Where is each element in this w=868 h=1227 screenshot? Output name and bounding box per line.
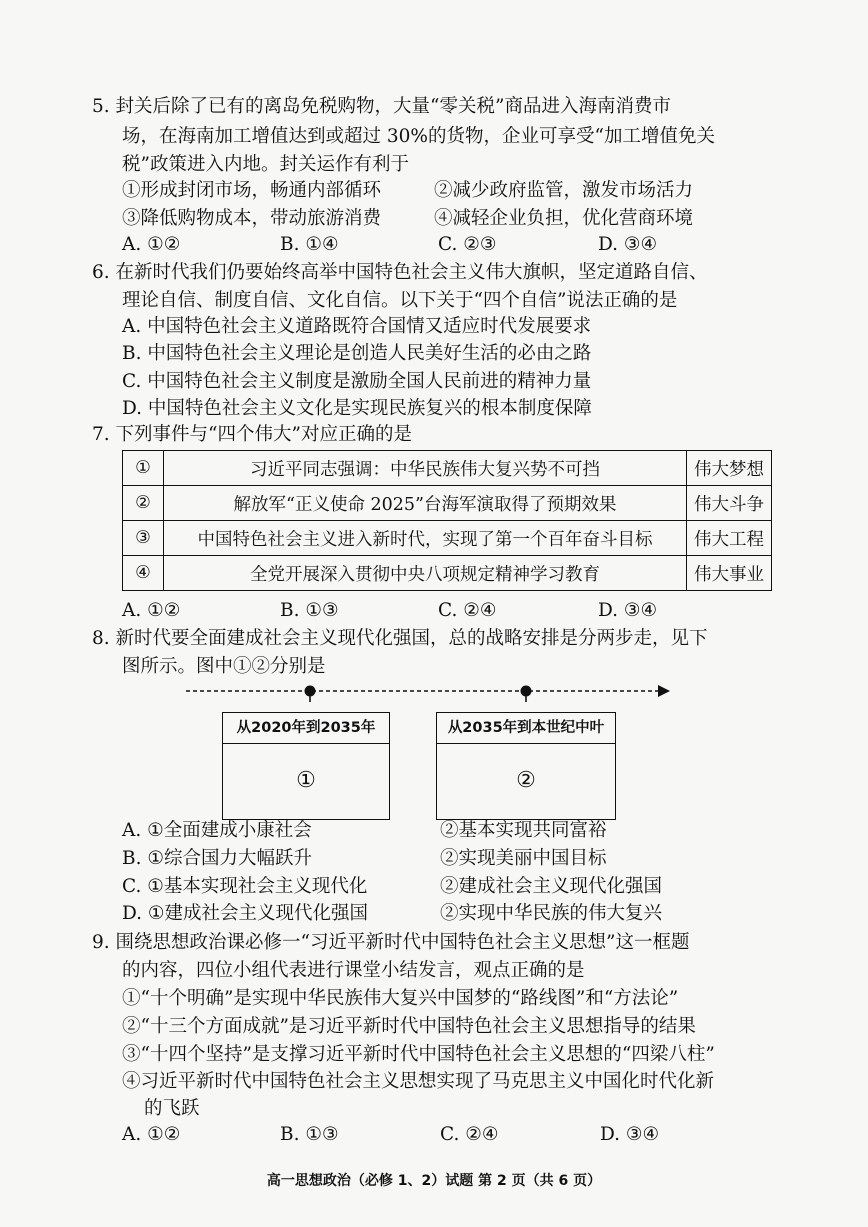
table-row (123, 521, 772, 556)
table-row (123, 451, 772, 486)
q8-option-b-2: ②实现美丽中国目标 (440, 848, 607, 869)
q9-item-4-line-1: ④习近平新时代中国特色社会主义思想实现了马克思主义中国化时代化新 (122, 1071, 715, 1092)
q6-option-d: D. 中国特色社会主义文化是实现民族复兴的根本制度保障 (122, 398, 592, 419)
stage-box-2 (436, 712, 616, 820)
event-text: 中国特色社会主义进入新时代，实现了第一个百年奋斗目标 (164, 521, 687, 556)
table-row (123, 486, 772, 521)
q8-stem-line-1: 8. 新时代要全面建成社会主义现代化强国，总的战略安排是分两步走，见下 (92, 628, 708, 649)
q9-choice-d: D. ③④ (600, 1124, 660, 1145)
q5-item-1: ①形成封闭市场，畅通内部循环 (122, 180, 382, 201)
table-row (123, 556, 772, 591)
stage-box-1-header: 从2020年到2035年 (223, 713, 389, 744)
row-number: ③ (123, 521, 164, 556)
q8-option-c-1: C. ①基本实现社会主义现代化 (122, 876, 368, 897)
q6-option-c: C. 中国特色社会主义制度是激励全国人民前进的精神力量 (122, 371, 592, 392)
event-match: 伟大梦想 (687, 451, 772, 486)
q8-option-d-1: D. ①建成社会主义现代化强国 (122, 903, 369, 924)
q7-choice-c: C. ②④ (438, 600, 497, 621)
q9-choice-a: A. ①② (122, 1124, 181, 1145)
timeline-arrowhead (658, 685, 670, 697)
q5-item-2: ②减少政府监管，激发市场活力 (434, 180, 694, 201)
event-match: 伟大工程 (687, 521, 772, 556)
q5-choice-a: A. ①② (122, 234, 181, 255)
q8-option-a-2: ②基本实现共同富裕 (440, 820, 607, 841)
event-text: 习近平同志强调：中华民族伟大复兴势不可挡 (164, 451, 687, 486)
q5-stem-line-2: 场，在海南加工增值达到或超过 30%的货物，企业可享受“加工增值免关 (122, 126, 715, 147)
q9-item-3: ③“十四个坚持”是支撑习近平新时代中国特色社会主义思想的“四梁八柱” (122, 1044, 715, 1065)
event-text: 解放军“正义使命 2025”台海军演取得了预期效果 (164, 486, 687, 521)
q7-choice-b: B. ①③ (280, 600, 339, 621)
q8-option-d-2: ②实现中华民族的伟大复兴 (440, 903, 663, 924)
q6-option-a: A. 中国特色社会主义道路既符合国情又适应时代发展要求 (122, 316, 592, 337)
q6-stem-line-1: 6. 在新时代我们仍要始终高举中国特色社会主义伟大旗帜，坚定道路自信、 (92, 262, 708, 283)
event-match: 伟大斗争 (687, 486, 772, 521)
q5-item-4: ④减轻企业负担，优化营商环境 (434, 208, 694, 229)
stage-box-2-header: 从2035年到本世纪中叶 (437, 713, 615, 744)
q6-stem-line-2: 理论自信、制度自信、文化自信。以下关于“四个自信”说法正确的是 (122, 290, 678, 311)
q5-choice-c: C. ②③ (438, 234, 497, 255)
q8-option-c-2: ②建成社会主义现代化强国 (440, 876, 663, 897)
q8-option-b-1: B. ①综合国力大幅跃升 (122, 848, 312, 869)
page-footer: 高一思想政治（必修 1、2）试题 第 2 页（共 6 页） (266, 1173, 602, 1189)
q5-choice-d: D. ③④ (598, 234, 658, 255)
q9-item-4-line-2: 的飞跃 (144, 1098, 200, 1119)
q5-stem-line-1: 5. 封关后除了已有的离岛免税购物，大量“零关税”商品进入海南消费市 (92, 96, 671, 117)
q8-stem-line-2: 图所示。图中①②分别是 (122, 656, 326, 677)
row-number: ④ (123, 556, 164, 591)
timeline-diagram (184, 680, 674, 702)
q9-item-2: ②“十三个方面成就”是习近平新时代中国特色社会主义思想指导的结果 (122, 1016, 696, 1037)
q9-stem-line-1: 9. 围绕思想政治课必修一“习近平新时代中国特色社会主义思想”这一框题 (92, 932, 690, 953)
stage-box-1 (222, 712, 390, 820)
q5-stem-line-3: 税”政策进入内地。封关运作有利于 (122, 154, 409, 175)
q7-events-table (122, 450, 772, 591)
q6-option-b: B. 中国特色社会主义理论是创造人民美好生活的必由之路 (122, 343, 592, 364)
q9-choice-c: C. ②④ (440, 1124, 499, 1145)
q9-stem-line-2: 的内容，四位小组代表进行课堂小结发言，观点正确的是 (122, 960, 585, 981)
q5-choice-b: B. ①④ (280, 234, 339, 255)
q9-choice-b: B. ①③ (280, 1124, 339, 1145)
q7-stem: 7. 下列事件与“四个伟大”对应正确的是 (92, 424, 412, 445)
q7-choice-a: A. ①② (122, 600, 181, 621)
q7-choice-d: D. ③④ (598, 600, 658, 621)
event-text: 全党开展深入贯彻中央八项规定精神学习教育 (164, 556, 687, 591)
q9-item-1: ①“十个明确”是实现中华民族伟大复兴中国梦的“路线图”和“方法论” (122, 988, 679, 1009)
stage-box-2-label: ② (516, 768, 536, 793)
q8-option-a-1: A. ①全面建成小康社会 (122, 820, 312, 841)
row-number: ② (123, 486, 164, 521)
q5-item-3: ③降低购物成本，带动旅游消费 (122, 208, 382, 229)
event-match: 伟大事业 (687, 556, 772, 591)
row-number: ① (123, 451, 164, 486)
stage-box-1-label: ① (296, 768, 316, 793)
